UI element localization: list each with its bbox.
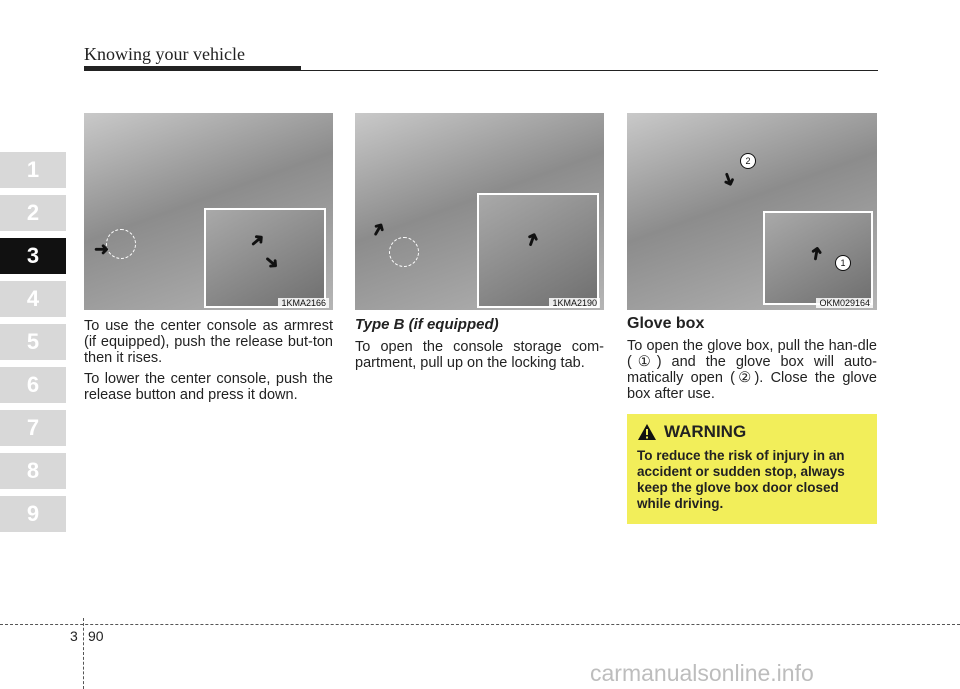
footer-rule bbox=[0, 624, 960, 625]
page-header-title: Knowing your vehicle bbox=[84, 44, 245, 64]
warning-triangle-icon bbox=[637, 423, 657, 441]
paragraph: To use the center console as armrest (if equipped), push the release but-ton then it rises. bbox=[84, 318, 333, 366]
callout-badge: 1 bbox=[835, 255, 851, 271]
down-arrow-icon: ➜ bbox=[259, 249, 285, 275]
curved-arrow-icon: ➜ bbox=[365, 217, 391, 241]
paragraph: To open the glove box, pull the han-dle (①) and the glove box will auto-matically open (②). Close the glove box after use. bbox=[627, 338, 877, 402]
figure-glove-box bbox=[627, 113, 877, 310]
footer-divider bbox=[83, 618, 84, 689]
chapter-tab-6[interactable]: 6 bbox=[0, 367, 66, 403]
release-button-marker bbox=[106, 229, 136, 259]
figure-code: 1KMA2190 bbox=[549, 298, 600, 308]
figure-inset bbox=[477, 193, 599, 308]
section-heading: Glove box bbox=[627, 315, 705, 332]
warning-box bbox=[627, 414, 877, 524]
chapter-tab-4[interactable]: 4 bbox=[0, 281, 66, 317]
chapter-tab-9[interactable]: 9 bbox=[0, 496, 66, 532]
paragraph: To lower the center console, push the release button and press it down. bbox=[84, 371, 333, 403]
page-chapter-number: 3 bbox=[70, 628, 78, 644]
figure-code: OKM029164 bbox=[816, 298, 873, 308]
warning-title: WARNING bbox=[664, 422, 747, 441]
chapter-tab-8[interactable]: 8 bbox=[0, 453, 66, 489]
column-1-text bbox=[84, 318, 333, 408]
warning-text: To reduce the risk of injury in an accident or sudden stop, always keep the glove box door closed while driving. bbox=[637, 448, 845, 511]
chapter-tab-1[interactable]: 1 bbox=[0, 152, 66, 188]
figure-center-console-armrest bbox=[84, 113, 333, 310]
locking-tab-marker bbox=[389, 237, 419, 267]
paragraph: To open the console storage com-partment, pull up on the locking tab. bbox=[355, 339, 604, 371]
header-rule bbox=[84, 70, 878, 71]
up-arrow-icon: ➜ bbox=[245, 227, 270, 253]
figure-inset bbox=[763, 211, 873, 305]
column-2-text bbox=[355, 317, 604, 376]
curved-arrow-icon: ➜ bbox=[520, 228, 545, 250]
column-3-text bbox=[627, 316, 877, 407]
chapter-tab-5[interactable]: 5 bbox=[0, 324, 66, 360]
figure-code: 1KMA2166 bbox=[278, 298, 329, 308]
chapter-tab-7[interactable]: 7 bbox=[0, 410, 66, 446]
chapter-tab-3[interactable]: 3 bbox=[0, 238, 66, 274]
callout-badge: 2 bbox=[740, 153, 756, 169]
chapter-tab-2[interactable]: 2 bbox=[0, 195, 66, 231]
watermark: carmanualsonline.info bbox=[590, 660, 814, 686]
push-arrow-icon: ➜ bbox=[94, 239, 110, 259]
subheading: Type B (if equipped) bbox=[355, 316, 499, 333]
figure-inset bbox=[204, 208, 326, 308]
figure-console-storage bbox=[355, 113, 604, 310]
open-arrow-icon: ➜ bbox=[717, 168, 741, 190]
pull-arrow-icon: ➜ bbox=[804, 244, 828, 263]
page-number: 90 bbox=[88, 628, 104, 644]
